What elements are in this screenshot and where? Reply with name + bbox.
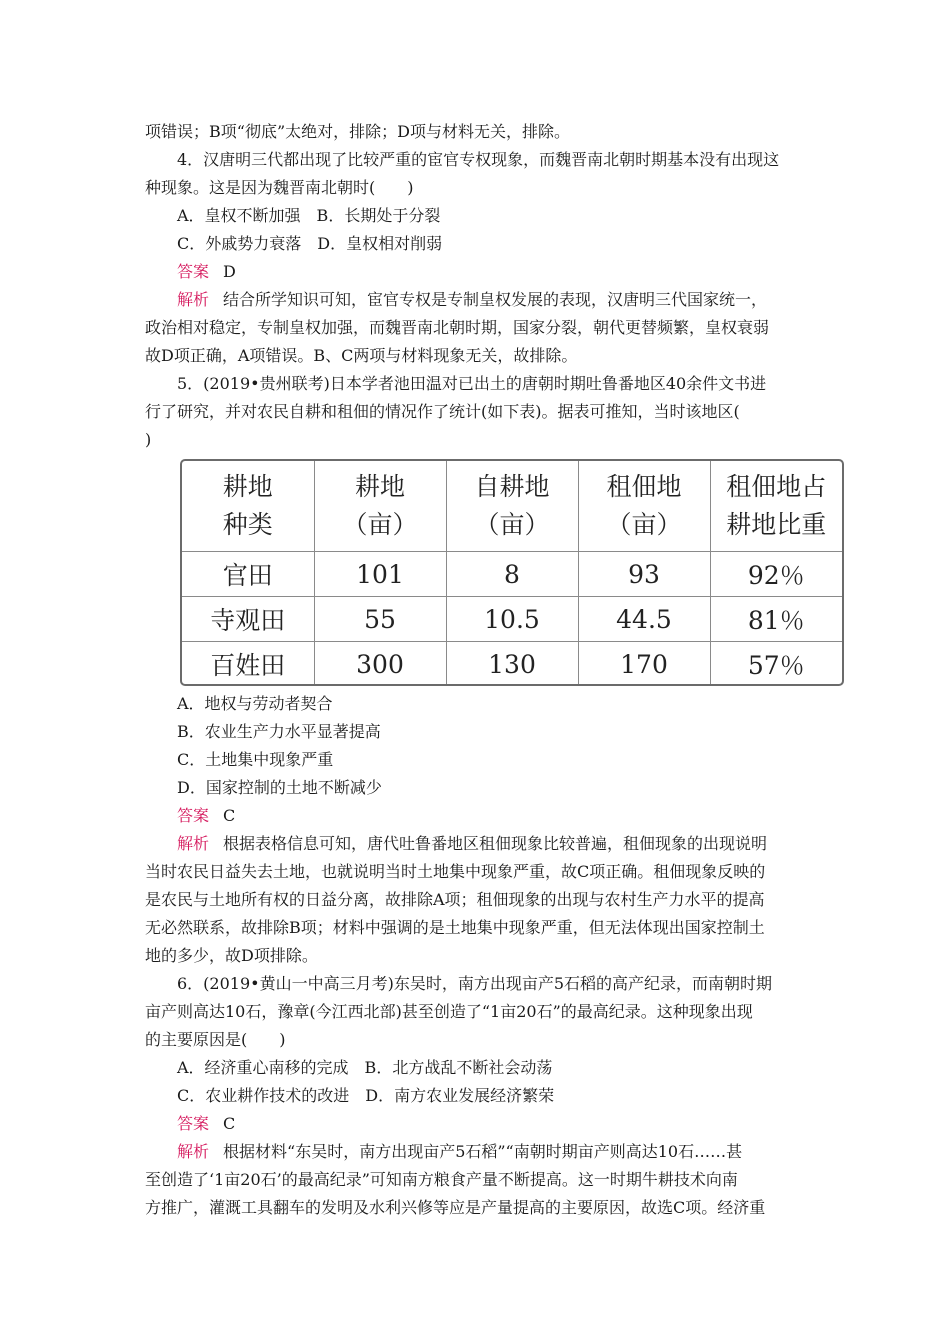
- text-line: ): [145, 430, 152, 449]
- text-line: 至创造了‘1亩20石’的最高纪录”可知南方粮食产量不断提高。这一时期牛耕技术向南: [145, 1170, 738, 1189]
- table-cell: 8: [446, 552, 578, 597]
- table-row: [182, 597, 842, 642]
- table-header-row: [182, 461, 842, 552]
- analysis-label: 解析: [177, 834, 210, 853]
- text-line: 亩产则高达10石，豫章(今江西北部)甚至创造了“1亩20石”的最高纪录。这种现象出现: [145, 1002, 753, 1021]
- table-header-cell: 耕地 （亩）: [314, 461, 446, 552]
- analysis-label: 解析: [177, 1142, 210, 1161]
- answer-value: C: [223, 806, 236, 825]
- table-header-cell: 自耕地 （亩）: [446, 461, 578, 552]
- table-cell: 官田: [182, 552, 314, 597]
- table-cell: 300: [314, 642, 446, 687]
- text-line: 地的多少，故D项排除。: [145, 946, 318, 965]
- analysis-label: 解析: [177, 290, 210, 309]
- table-cell: 57％: [710, 642, 842, 687]
- question-6-answer: [177, 1114, 817, 1134]
- farmland-table: [180, 459, 844, 686]
- table-cell: 55: [314, 597, 446, 642]
- question-6-analysis: [177, 1142, 817, 1162]
- question-6-options-ab: A．经济重心南移的完成 B．北方战乱不断社会动荡: [177, 1058, 553, 1077]
- question-4-stem: 4．汉唐明三代都出现了比较严重的宦官专权现象，而魏晋南北朝时期基本没有出现这: [177, 150, 780, 169]
- answer-value: D: [223, 262, 236, 281]
- question-5-stem: 5．(2019•贵州联考)日本学者池田温对已出土的唐朝时期吐鲁番地区40余件文书进: [177, 374, 767, 393]
- question-6-options-cd: C．农业耕作技术的改进 D．南方农业发展经济繁荣: [177, 1086, 555, 1105]
- question-5-option-b: B．农业生产力水平显著提高: [177, 722, 381, 741]
- text-line: 当时农民日益失去土地，也就说明当时土地集中现象严重，故C项正确。租佃现象反映的: [145, 862, 766, 881]
- farmland-table-grid: [182, 461, 842, 686]
- text-line: 项错误；B项“彻底”太绝对，排除；D项与材料无关，排除。: [145, 122, 570, 141]
- question-5-option-d: D．国家控制的土地不断减少: [177, 778, 382, 797]
- table-cell: 92％: [710, 552, 842, 597]
- table-cell: 百姓田: [182, 642, 314, 687]
- question-6-stem: 6．(2019•黄山一中高三月考)东吴时，南方出现亩产5石稻的高产纪录，而南朝时期: [177, 974, 773, 993]
- table-header-cell: 租佃地 （亩）: [578, 461, 710, 552]
- table-header-cell: 租佃地占 耕地比重: [710, 461, 842, 552]
- analysis-text: 根据材料“东吴时，南方出现亩产5石稻”“南朝时期亩产则高达10石……甚: [223, 1142, 743, 1161]
- answer-label: 答案: [177, 1114, 210, 1133]
- text-line: 是农民与土地所有权的日益分离，故排除A项；租佃现象的出现与农村生产力水平的提高: [145, 890, 765, 909]
- question-5-option-a: A．地权与劳动者契合: [177, 694, 333, 713]
- table-row: [182, 642, 842, 687]
- table-cell: 44.5: [578, 597, 710, 642]
- text-line: 无必然联系，故排除B项；材料中强调的是土地集中现象严重，但无法体现出国家控制土: [145, 918, 765, 937]
- text-line: 故D项正确，A项错误。B、C两项与材料现象无关，故排除。: [145, 346, 578, 365]
- answer-label: 答案: [177, 806, 210, 825]
- question-4-analysis: [177, 290, 817, 310]
- table-header-cell: 耕地 种类: [182, 461, 314, 552]
- analysis-text: 根据表格信息可知，唐代吐鲁番地区租佃现象比较普遍，租佃现象的出现说明: [223, 834, 768, 853]
- question-5-analysis: [177, 834, 817, 854]
- table-cell: 81％: [710, 597, 842, 642]
- text-line: 的主要原因是( ): [145, 1030, 286, 1049]
- question-5-answer: [177, 806, 817, 826]
- question-4-answer: [177, 262, 817, 282]
- question-5-option-c: C．土地集中现象严重: [177, 750, 334, 769]
- table-cell: 93: [578, 552, 710, 597]
- analysis-text: 结合所学知识可知，宦官专权是专制皇权发展的表现，汉唐明三代国家统一，: [223, 290, 768, 309]
- table-cell: 寺观田: [182, 597, 314, 642]
- answer-value: C: [223, 1114, 236, 1133]
- text-line: 政治相对稳定，专制皇权加强，而魏晋南北朝时期，国家分裂，朝代更替频繁，皇权衰弱: [145, 318, 770, 337]
- text-line: 方推广，灌溉工具翻车的发明及水利兴修等应是产量提高的主要原因，故选C项。经济重: [145, 1198, 766, 1217]
- table-cell: 101: [314, 552, 446, 597]
- text-line: 行了研究，并对农民自耕和租佃的情况作了统计(如下表)。据表可推知，当时该地区(: [145, 402, 740, 421]
- text-line: 种现象。这是因为魏晋南北朝时( ): [145, 178, 414, 197]
- table-cell: 10.5: [446, 597, 578, 642]
- question-4-options-ab: A．皇权不断加强 B．长期处于分裂: [177, 206, 441, 225]
- table-row: [182, 552, 842, 597]
- question-4-options-cd: C．外戚势力衰落 D．皇权相对削弱: [177, 234, 443, 253]
- answer-label: 答案: [177, 262, 210, 281]
- table-cell: 170: [578, 642, 710, 687]
- table-cell: 130: [446, 642, 578, 687]
